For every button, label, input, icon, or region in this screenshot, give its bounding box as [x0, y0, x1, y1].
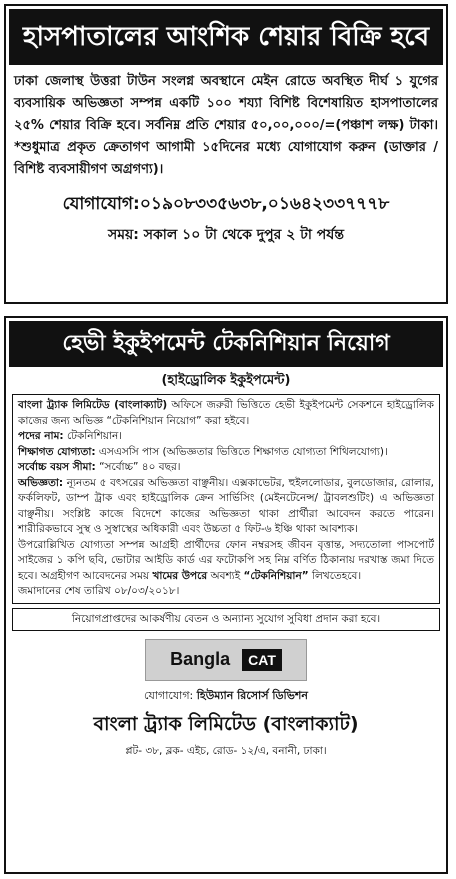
- hospital-ad-phone: যোগাযোগ:০১৯০৮৩৩৫৬৩৮,০১৬৪২৩৩৭৭৭৮: [62, 194, 390, 214]
- hospital-ad-body: ঢাকা জেলাস্থ উত্তরা টাউন সংলগ্ন অবস্থানে মেইন রোডে অবস্থিত দীর্ঘ ১ যুগের ব্যবসায়িক অভিজ্ঞতা সম্পন্ন একটি ১০০ শয্যা বিশিষ্ট বিশেষায়িত হাসপাতালের ২৫% শেয়ার বিক্রি হবে। সর্বনিম্ন প্রতি শেয়ার ৫০,০০,০০০/=(পঞ্চাশ লক্ষ) টাকা। *শুধুমাত্র প্রকৃত ক্রেতাগণ আগামী ১৫দিনের মধ্যে যোগাযোগ করুন (ডাক্তার / বিশিষ্ট ব্যবসায়ীগণ অগ্রগণ্য)।: [14, 74, 438, 177]
- logo-wrap: [6, 639, 446, 681]
- intro-company: বাংলা ট্র্যাক লিমিটেড (বাংলাক্যাট): [18, 399, 168, 411]
- post-line: [18, 429, 434, 445]
- job-intro: [18, 398, 434, 429]
- contact-line: [6, 687, 446, 706]
- hospital-ad-title: হাসপাতালের আংশিক শেয়ার বিক্রি হবে: [9, 9, 443, 65]
- apply-bold: খামের উপরে: [152, 569, 208, 582]
- cat-badge: CAT: [242, 649, 282, 671]
- age-line: [18, 460, 434, 476]
- experience-line: [18, 476, 434, 538]
- contact-value: হিউম্যান রিসোর্স ডিভিশন: [196, 688, 308, 702]
- apply-instructions: [18, 538, 434, 585]
- bangla-cat-logo: [145, 639, 307, 681]
- apply-text-2: অবশ্যই: [207, 569, 244, 582]
- apply-text-3: লিখতেহবে।: [308, 569, 362, 582]
- apply-bold-2: “টেকনিশিয়ান”: [243, 569, 309, 582]
- job-ad-title: হেভী ইকুইপমেন্ট টেকনিশিয়ান নিয়োগ: [9, 321, 443, 367]
- intro-text: অফিসে জরুরী ভিত্তিতে হেভী ইকুইপমেন্ট সেকশনে হাইড্রোলিক কাজের জন্য অভিজ্ঞ “টেকনিশিয়ান নিয়োগ” করা হইবে।: [18, 399, 435, 427]
- apply-text: উপরোল্লিখিত যোগ্যতা সম্পন্ন আগ্রহী প্রার্থীদের ফোন নম্বরসহ জীবন বৃত্তান্ত, সদ্যতোলা পাসপোর্ট সাইজের ১ কপি ছবি, ভোটার আইডি কার্ড এর ফটোকপি সহ নিম্ন বর্ণিত ঠিকানায় দরখাস্ত জমা দিতে হবে। অগ্রহীগণ আবেদনের সময়: [18, 538, 434, 582]
- deadline: জমাদানের শেষ তারিখ ০৮/০৩/২০১৮।: [18, 585, 180, 597]
- benefits-note: নিয়োগপ্রাপ্তদের আকর্ষণীয় বেতন ও অন্যান্য সুযোগ সুবিধা প্রদান করা হবে।: [12, 608, 440, 631]
- company-address: প্লট- ৩৮, ব্লক- এইচ, রোড- ১২/এ, বনানী, ঢাকা।: [125, 744, 327, 757]
- contact-label: যোগাযোগ:: [144, 688, 197, 702]
- hospital-ad-time: সময়: সকাল ১০ টা থেকে দুপুর ২ টা পর্যন্ত: [107, 227, 344, 243]
- logo-text: Bangla: [170, 649, 231, 669]
- hospital-share-ad: [4, 4, 448, 304]
- post-label: পদের নাম:: [18, 430, 64, 442]
- education-label: শিক্ষাগত যোগ্যতা:: [18, 445, 96, 458]
- education-value: এসএসসি পাস (অভিজ্ঞতার ভিত্তিতে শিক্ষাগত যোগ্যতা শিথিলযোগ্য)।: [95, 445, 388, 458]
- post-value: টেকনিশিয়ান।: [63, 430, 123, 442]
- company-name: বাংলা ট্র্যাক লিমিটেড (বাংলাক্যাট): [93, 712, 359, 735]
- experience-value: ন্যূনতম ৫ বৎসরের অভিজ্ঞতা বাঞ্ছনীয়। এক্সকাভেটর, হুইললোডার, বুলডোজার, রোলার, ফর্কলিফট, ডাম্প ট্রাক এবং হাইড্রোলিক ক্রেন সার্ভিসিং (মেইনটেনেন্স/ ট্রাবলশুটিং) এ অভিজ্ঞতা বাঞ্ছনীয়। সংশ্লিষ্ট কাজে বিদেশে কাজের অভিজ্ঞতা থাকা প্রার্থীরা আবেদন করতে পারেন। শারীরিকভাবে সুস্থ ও সুস্বাস্থের অধিকারী এবং উচ্চতা ৫ ফিট-৬ ইঞ্চি থাকা আবশ্যক।: [18, 476, 434, 535]
- job-ad-subtitle: (হাইড্রোলিক ইকুইপমেন্ট): [161, 373, 291, 388]
- job-ad-details: [12, 394, 440, 604]
- technician-job-ad: [4, 316, 448, 874]
- experience-label: অভিজ্ঞতা:: [18, 476, 64, 489]
- education-line: [18, 445, 434, 461]
- age-value: “সর্বোচ্চ” ৪০ বছর।: [95, 461, 181, 473]
- age-label: সর্বোচ্চ বয়স সীমা:: [18, 461, 96, 473]
